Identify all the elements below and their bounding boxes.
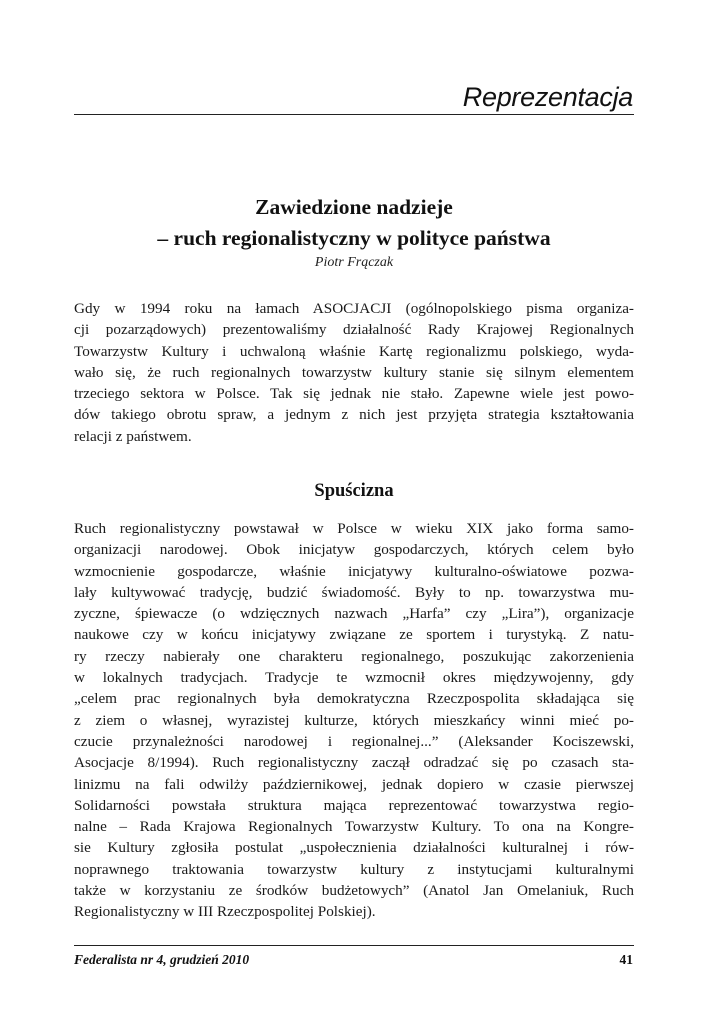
paragraph-line: Ruch regionalistyczny powstawał w Polsce w wieku XIX jako forma samo- bbox=[74, 520, 634, 537]
header-divider bbox=[74, 114, 634, 115]
article-title-line-1: Zawiedzione nadzieje bbox=[255, 195, 453, 219]
paragraph-line: organizacji narodowej. Obok inicjatyw gospodarczych, których celem było bbox=[74, 541, 634, 559]
paragraph-line: Regionalistyczny w III Rzeczpospolitej Polskiej). bbox=[74, 903, 376, 921]
paragraph-line: linizmu na fali odwilży październikowej, jednak dopiero w czasie pierwszej bbox=[74, 775, 634, 793]
paragraph-line: zyczne, śpiewacze (o wdzięcznych nazwach „Harfa” czy „Lira”), organizacje bbox=[74, 605, 634, 623]
paragraph-line: także w korzystaniu ze środków budżetowych” (Anatol Jan Omelaniuk, Ruch bbox=[74, 882, 634, 900]
paragraph-line: lały kultywować tradycję, budzić świadomość. Były to np. towarzystwa mu- bbox=[74, 583, 634, 601]
paragraph-line: sie Kultury zgłosiła postulat „uspołecznienia działalności kulturalnej i rów- bbox=[74, 839, 634, 857]
paragraph-line: w lokalnych tradycjach. Tradycje te wzmocnił okres międzywojenny, gdy bbox=[74, 669, 634, 687]
paragraph-line: trzeciego sektora w Polsce. Tak się jednak nie stało. Zapewne wiele jest powo- bbox=[74, 385, 634, 403]
paragraph-line: relacji z państwem. bbox=[74, 427, 192, 445]
paragraph-line: z ziem o własnej, wyrazistej kulturze, których mieszkańcy winni mieć po- bbox=[74, 711, 634, 729]
footer-journal: Federalista nr 4, grudzień 2010 bbox=[74, 952, 250, 967]
paragraph-line: Gdy w 1994 roku na łamach ASOCJACJI (ogólnopolskiego pisma organiza- bbox=[74, 300, 634, 317]
paragraph-line: wzmocnienie gospodarcze, właśnie inicjatywy kulturalno-oświatowe pozwa- bbox=[74, 562, 634, 580]
section-heading: Spuścizna bbox=[314, 481, 394, 501]
intro-paragraph bbox=[74, 298, 634, 447]
page-number: 41 bbox=[619, 952, 633, 967]
paragraph-line: czucie przynależności narodowej i regionalnej...” (Aleksander Kociszewski, bbox=[74, 732, 634, 750]
paragraph-line: naukowe czy w końcu inicjatywy związane ze sportem i turystyką. Z natu- bbox=[74, 626, 634, 644]
article-author: Piotr Frączak bbox=[314, 255, 394, 270]
paragraph-line: nalne – Rada Krajowa Regionalnych Towarzystw Kultury. To ona na Kongre- bbox=[74, 818, 634, 836]
paragraph-line: Asocjacje 8/1994). Ruch regionalistyczny zaczął odradzać się po czasach sta- bbox=[74, 754, 634, 772]
article-title bbox=[74, 192, 634, 254]
paragraph-line: Towarzystw Kultury i uchwaloną właśnie Kartę regionalizmu polskiego, wyda- bbox=[74, 342, 634, 360]
paragraph-line: ry rzeczy nabierały one charakteru regionalnego, poszukując zakorzenienia bbox=[74, 647, 634, 665]
article-title-line-2: – ruch regionalistyczny w polityce państwa bbox=[157, 226, 551, 250]
footer-divider bbox=[74, 945, 634, 946]
paragraph-line: noprawnego traktowania towarzystw kultury z instytucjami kulturalnymi bbox=[74, 860, 634, 878]
body-paragraph bbox=[74, 518, 634, 923]
paragraph-line: wało się, że ruch regionalnych towarzystw kultury stanie się silnym elementem bbox=[74, 363, 634, 381]
paragraph-line: cji pozarządowych) prezentowaliśmy działalność Rady Krajowej Regionalnych bbox=[74, 321, 634, 339]
section-header-title: Reprezentacja bbox=[462, 82, 633, 112]
paragraph-line: dów takiego obrotu spraw, a jednym z nich jest przyjęta strategia kształtowania bbox=[74, 406, 634, 424]
paragraph-line: „celem prac regionalnych była demokratyczna Rzeczpospolita składająca się bbox=[74, 690, 634, 708]
paragraph-line: Solidarności powstała struktura mająca reprezentować towarzystwa regio- bbox=[74, 796, 634, 814]
